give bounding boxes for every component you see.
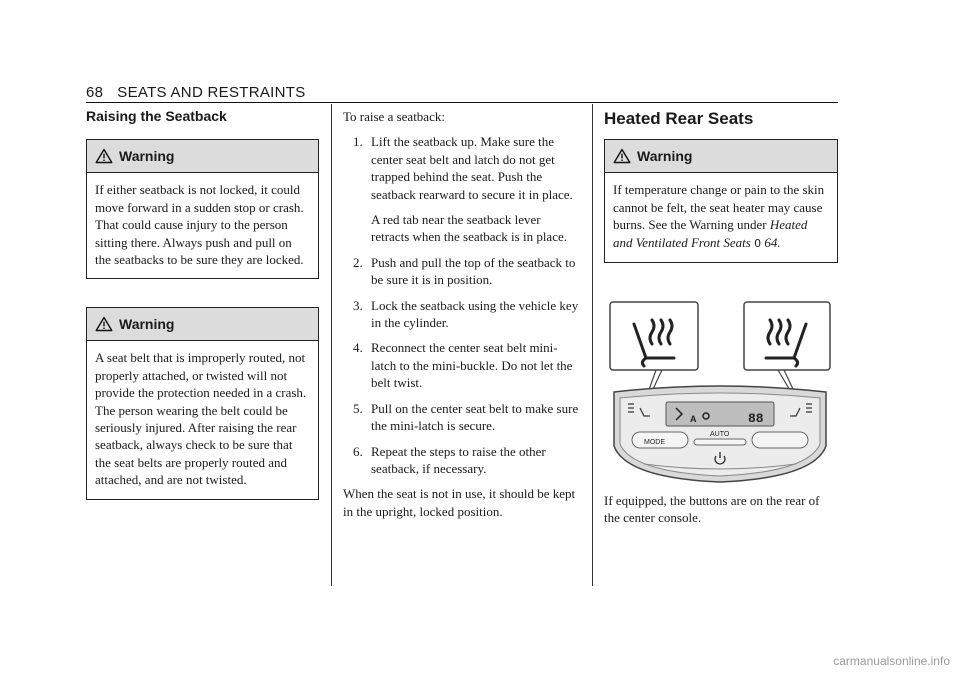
step-number: 5. bbox=[353, 400, 363, 416]
auto-button[interactable] bbox=[694, 439, 746, 445]
page-header bbox=[86, 84, 306, 101]
column-raising-seatback bbox=[86, 108, 319, 500]
warning-text: If either seatback is not locked, it could move forward in a sudden stop or crash. That could cause injury to the person sitting there. Always push and pull on the seatbacks to be sure they are locked. bbox=[95, 182, 304, 268]
list-item bbox=[343, 339, 579, 391]
step-number: 4. bbox=[353, 340, 363, 356]
cross-reference-page[interactable]: 64 bbox=[764, 234, 778, 250]
rear-console-illustration bbox=[604, 296, 836, 484]
column-raise-steps bbox=[343, 108, 579, 520]
display-temperature: 88 bbox=[748, 411, 764, 426]
step-number: 6. bbox=[353, 443, 363, 459]
column-divider-1 bbox=[331, 104, 332, 586]
closing-paragraph: When the seat is not in use, it should be kept in the upright, locked position. bbox=[343, 486, 576, 519]
page-number: 68 bbox=[86, 84, 104, 101]
warning-triangle-icon bbox=[95, 148, 113, 164]
step-text: Push and pull the top of the seatback to be sure it is in position. bbox=[371, 254, 576, 288]
display-auto-indicator: A bbox=[690, 414, 697, 424]
section-title: SEATS AND RESTRAINTS bbox=[117, 84, 306, 101]
section-heading-heated-rear-seats: Heated Rear Seats bbox=[604, 109, 754, 128]
page-ref-arrow-icon: 0 bbox=[754, 236, 762, 250]
warning-box-seatback-lock bbox=[86, 139, 319, 279]
step-text: Pull on the center seat belt to make sure the mini-latch is secure. bbox=[371, 400, 579, 434]
step-number: 1. bbox=[353, 134, 363, 150]
header-rule bbox=[86, 102, 838, 103]
step-text: Repeat the steps to raise the other seatback, if necessary. bbox=[371, 443, 546, 476]
fan-button[interactable] bbox=[752, 432, 808, 448]
warning-header bbox=[87, 140, 318, 173]
warning-triangle-icon bbox=[95, 316, 113, 332]
warning-header bbox=[87, 308, 318, 341]
list-item bbox=[343, 400, 579, 435]
step-text: Lock the seatback using the vehicle key in the cylinder. bbox=[371, 297, 579, 331]
steps-intro: To raise a seatback: bbox=[343, 109, 445, 124]
illustration-caption: If equipped, the buttons are on the rear of the center console. bbox=[604, 493, 820, 526]
list-item bbox=[343, 133, 579, 245]
warning-title: Warning bbox=[119, 315, 175, 332]
step-note: A red tab near the seatback lever retracts when the seatback is in place. bbox=[371, 212, 567, 245]
warning-text-end: . bbox=[777, 234, 781, 250]
warning-title: Warning bbox=[119, 147, 175, 164]
warning-title: Warning bbox=[637, 147, 693, 164]
warning-text: A seat belt that is improperly routed, not properly attached, or twisted will not provide the protection needed in a crash. The person wearing the belt could be seriously injured. After raising the rear seatback, always check to be sure that the seat belts are properly routed and attached, and are not twisted. bbox=[95, 350, 307, 488]
callout-left-box bbox=[610, 302, 698, 370]
warning-header bbox=[605, 140, 837, 173]
warning-triangle-icon bbox=[613, 148, 631, 164]
step-number: 3. bbox=[353, 297, 363, 313]
cross-reference-title[interactable]: Heated and Ventilated Front Seats bbox=[613, 217, 808, 250]
section-heading-raising-seatback: Raising the Seatback bbox=[86, 108, 227, 124]
step-text: Reconnect the center seat belt mini-latch to the mini-buckle. Do not let the belt twist. bbox=[371, 340, 573, 391]
column-heated-rear-seats bbox=[604, 108, 838, 263]
warning-box-seat-heater bbox=[604, 139, 838, 263]
step-text: Lift the seatback up. Make sure the center seat belt and latch do not get trapped behind the seat. Push the seatback rearward to secure it in place. bbox=[371, 134, 573, 202]
warning-text bbox=[605, 173, 837, 262]
list-item bbox=[343, 254, 579, 289]
list-item bbox=[343, 297, 579, 332]
warning-text-start: If temperature change or pain to the skin cannot be felt, the seat heater may cause burns. See the Warning under bbox=[613, 182, 825, 233]
auto-button-label: AUTO bbox=[710, 431, 730, 438]
column-divider-2 bbox=[592, 104, 593, 586]
watermark: carmanualsonline.info bbox=[833, 654, 950, 668]
step-number: 2. bbox=[353, 254, 363, 270]
mode-button-label: MODE bbox=[644, 439, 665, 446]
list-item bbox=[343, 443, 579, 478]
warning-box-seat-belt bbox=[86, 307, 319, 499]
steps-list bbox=[343, 133, 579, 477]
